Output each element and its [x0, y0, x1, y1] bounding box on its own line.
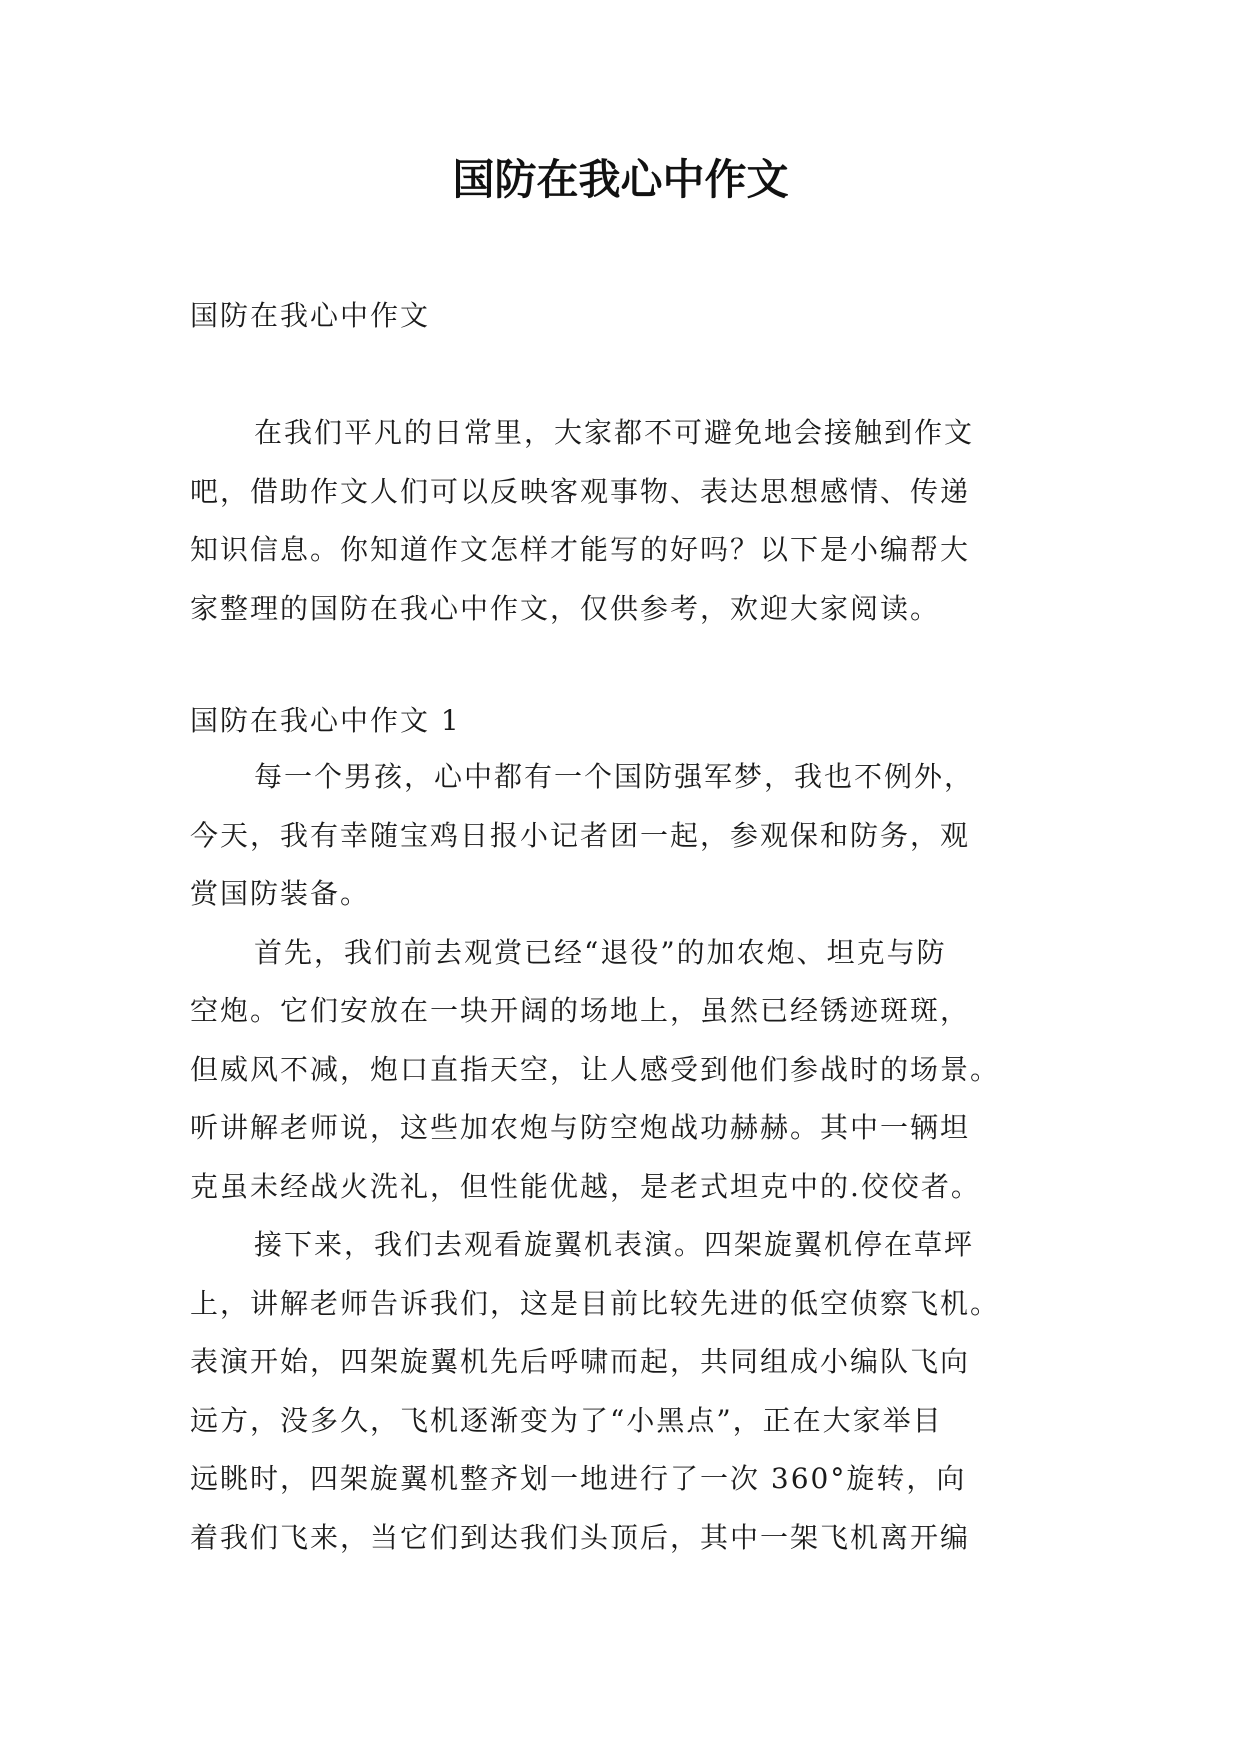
essay-line: 接下来，我们去观看旋翼机表演。四架旋翼机停在草坪 — [254, 1228, 975, 1261]
intro-line: 知识信息。你知道作文怎样才能写的好吗？以下是小编帮大 — [190, 533, 971, 566]
essay-line: 听讲解老师说，这些加农炮与防空炮战功赫赫。其中一辆坦 — [190, 1111, 971, 1144]
essay-line: 表演开始，四架旋翼机先后呼啸而起，共同组成小编队飞向 — [190, 1345, 971, 1378]
intro-line: 家整理的国防在我心中作文，仅供参考，欢迎大家阅读。 — [190, 591, 941, 625]
intro-line: 吧，借助作文人们可以反映客观事物、表达思想感情、传递 — [190, 474, 971, 508]
essay-line: 远眺时，四架旋翼机整齐划一地进行了一次 360°旋转，向 — [190, 1462, 967, 1495]
essay-heading: 国防在我心中作文 1 — [190, 704, 461, 737]
essay-body — [190, 748, 1050, 1567]
intro-line: 在我们平凡的日常里，大家都不可避免地会接触到作文 — [254, 416, 975, 449]
intro-paragraph — [190, 404, 1050, 638]
essay-line: 但威风不减，炮口直指天空，让人感受到他们参战时的场景。 — [190, 1052, 1001, 1086]
essay-line: 每一个男孩，心中都有一个国防强军梦，我也不例外， — [254, 760, 975, 793]
essay-line: 今天，我有幸随宝鸡日报小记者团一起，参观保和防务，观 — [190, 818, 971, 852]
essay-line: 空炮。它们安放在一块开阔的场地上，虽然已经锈迹斑斑， — [190, 994, 971, 1027]
document-title: 国防在我心中作文 — [452, 155, 789, 204]
essay-line: 着我们飞来，当它们到达我们头顶后，其中一架飞机离开编 — [190, 1520, 971, 1554]
document-subtitle: 国防在我心中作文 — [190, 299, 431, 332]
essay-line: 远方，没多久，飞机逐渐变为了“小黑点”，正在大家举目 — [190, 1403, 943, 1437]
essay-line: 上，讲解老师告诉我们，这是目前比较先进的低空侦察飞机。 — [190, 1286, 1001, 1320]
essay-line: 克虽未经战火洗礼，但性能优越，是老式坦克中的.佼佼者。 — [190, 1169, 981, 1203]
essay-line: 首先，我们前去观赏已经“退役”的加农炮、坦克与防 — [254, 935, 947, 969]
essay-line: 赏国防装备。 — [190, 877, 371, 910]
